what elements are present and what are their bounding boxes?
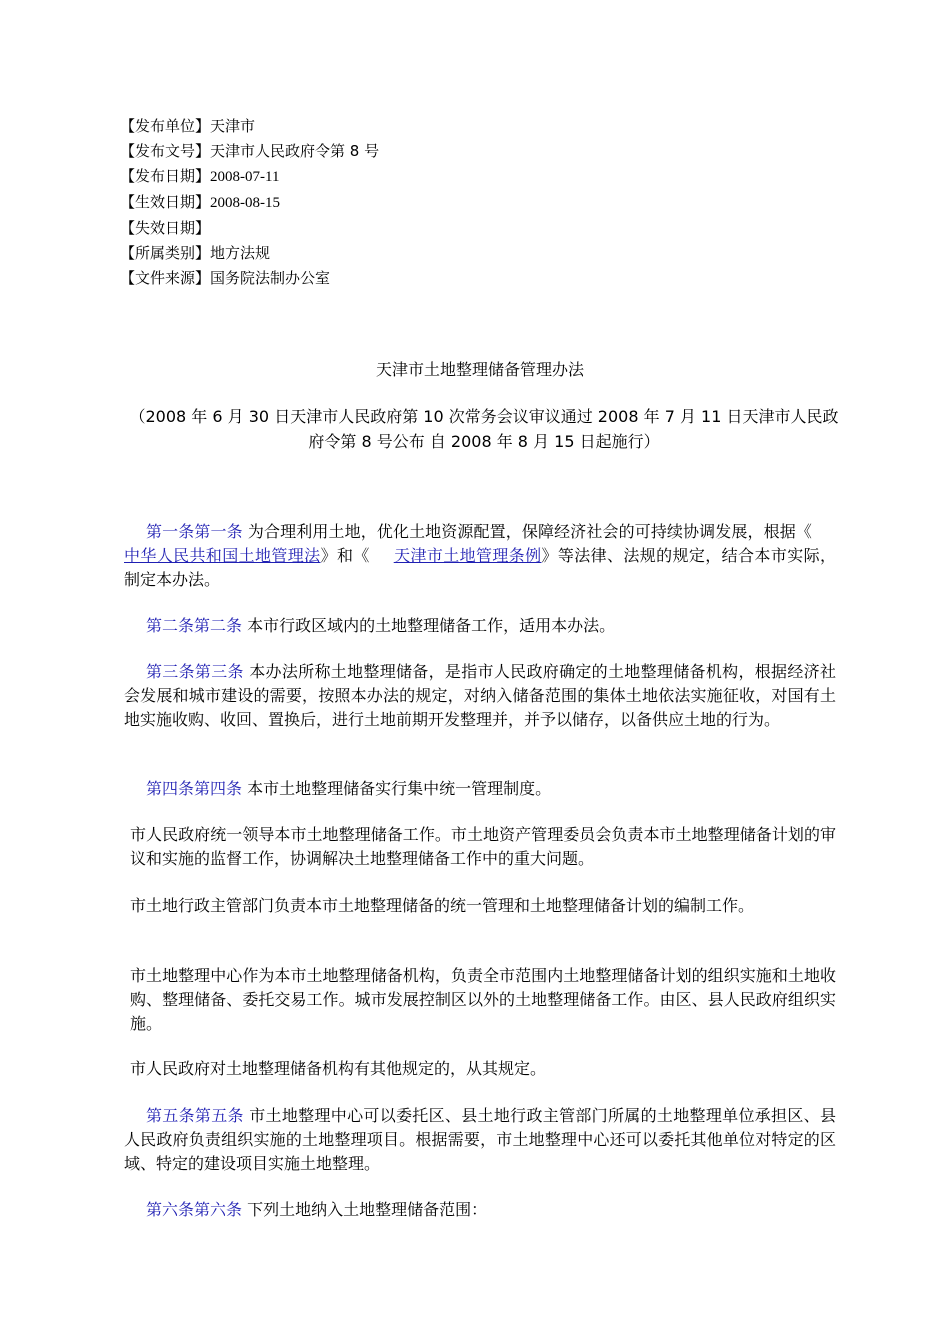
meta-label: 【发布单位】 bbox=[120, 117, 211, 135]
paragraph: 市土地整理中心作为本市土地整理储备机构，负责全市范围内土地整理储备计划的组织实施和土地收购、整理储备、委托交易工作。城市发展控制区以外的土地整理储备工作。由区、县人民政府组织实施。 bbox=[130, 966, 836, 1033]
meta-label: 【生效日期】 bbox=[120, 193, 211, 211]
article-2 bbox=[124, 614, 836, 638]
meta-source bbox=[120, 266, 820, 291]
article-text: 本市行政区域内的土地整理储备工作，适用本办法。 bbox=[242, 616, 616, 635]
meta-value: 国务院法制办公室 bbox=[210, 269, 331, 287]
meta-label: 【发布文号】 bbox=[120, 142, 211, 160]
article-text: 本市土地整理储备实行集中统一管理制度。 bbox=[242, 779, 552, 798]
document-title: 天津市土地整理储备管理办法 bbox=[375, 360, 584, 379]
meta-value: 2008-07-11 bbox=[210, 169, 280, 185]
article-1 bbox=[124, 520, 836, 592]
meta-value: 天津市人民政府令第 8 号 bbox=[210, 142, 380, 160]
meta-label: 【文件来源】 bbox=[120, 269, 211, 287]
article-text: 》和《 bbox=[320, 546, 370, 565]
tianjin-land-regulations-link[interactable]: 天津市土地管理条例 bbox=[393, 546, 542, 565]
meta-label: 【所属类别】 bbox=[120, 244, 211, 262]
paragraph: 市土地行政主管部门负责本市土地整理储备的统一管理和土地整理储备计划的编制工作。 bbox=[130, 896, 755, 915]
article-label[interactable]: 第六条第六条 bbox=[146, 1200, 243, 1219]
article-text: 本办法所称土地整理储备，是指市人民政府确定的土地整理储备机构，根据经济社会发展和城市建设的需要，按照本办法的规定，对纳入储备范围的集体土地依法实施征收，对国有土地实施收购、收回、置换后，进行土地前期开发整理并，并予以储存，以备供应土地的行为。 bbox=[124, 662, 836, 729]
meta-label: 【发布日期】 bbox=[120, 167, 211, 185]
document-metadata bbox=[120, 114, 820, 291]
land-administration-law-link[interactable]: 中华人民共和国土地管理法 bbox=[124, 546, 321, 565]
article-text: 》等法律、法规的规定，结合本市实际，制定本办法。 bbox=[124, 546, 836, 589]
article-label[interactable]: 第四条第四条 bbox=[146, 779, 243, 798]
article-label[interactable]: 第一条第一条 bbox=[146, 522, 243, 541]
meta-value: 2008-08-15 bbox=[210, 195, 281, 211]
paragraph: 市人民政府对土地整理储备机构有其他规定的，从其规定。 bbox=[130, 1059, 547, 1078]
meta-label: 【失效日期】 bbox=[120, 219, 211, 237]
document-subtitle: （2008 年 6 月 30 日天津市人民政府第 10 次常务会议审议通过 2008 年 7 月 11 日天津市人民政府令第 8 号公布 自 2008 年 8 月 15 日起施行） bbox=[129, 407, 839, 451]
article-5 bbox=[124, 1104, 836, 1176]
meta-issuer bbox=[120, 114, 820, 139]
meta-publish-date bbox=[120, 164, 820, 190]
meta-value: 天津市 bbox=[210, 117, 256, 135]
article-text: 下列土地纳入土地整理储备范围： bbox=[242, 1200, 488, 1219]
article-3 bbox=[124, 660, 836, 732]
meta-category bbox=[120, 241, 820, 266]
meta-value: 地方法规 bbox=[210, 244, 271, 262]
article-label[interactable]: 第二条第二条 bbox=[146, 616, 243, 635]
article-4 bbox=[124, 777, 836, 801]
meta-doc-number bbox=[120, 139, 820, 164]
article-6 bbox=[124, 1198, 836, 1222]
article-label[interactable]: 第三条第三条 bbox=[146, 662, 244, 681]
article-text: 为合理利用土地，优化土地资源配置，保障经济社会的可持续协调发展，根据《 bbox=[242, 522, 812, 541]
paragraph: 市人民政府统一领导本市土地整理储备工作。市土地资产管理委员会负责本市土地整理储备计划的审议和实施的监督工作，协调解决土地整理储备工作中的重大问题。 bbox=[130, 825, 836, 868]
article-text: 市土地整理中心可以委托区、县土地行政主管部门所属的土地整理单位承担区、县人民政府负责组织实施的土地整理项目。根据需要，市土地整理中心还可以委托其他单位对特定的区域、特定的建设项目实施土地整理。 bbox=[124, 1106, 836, 1173]
meta-effective-date bbox=[120, 190, 820, 216]
article-label[interactable]: 第五条第五条 bbox=[146, 1106, 244, 1125]
meta-expiry-date bbox=[120, 216, 820, 241]
